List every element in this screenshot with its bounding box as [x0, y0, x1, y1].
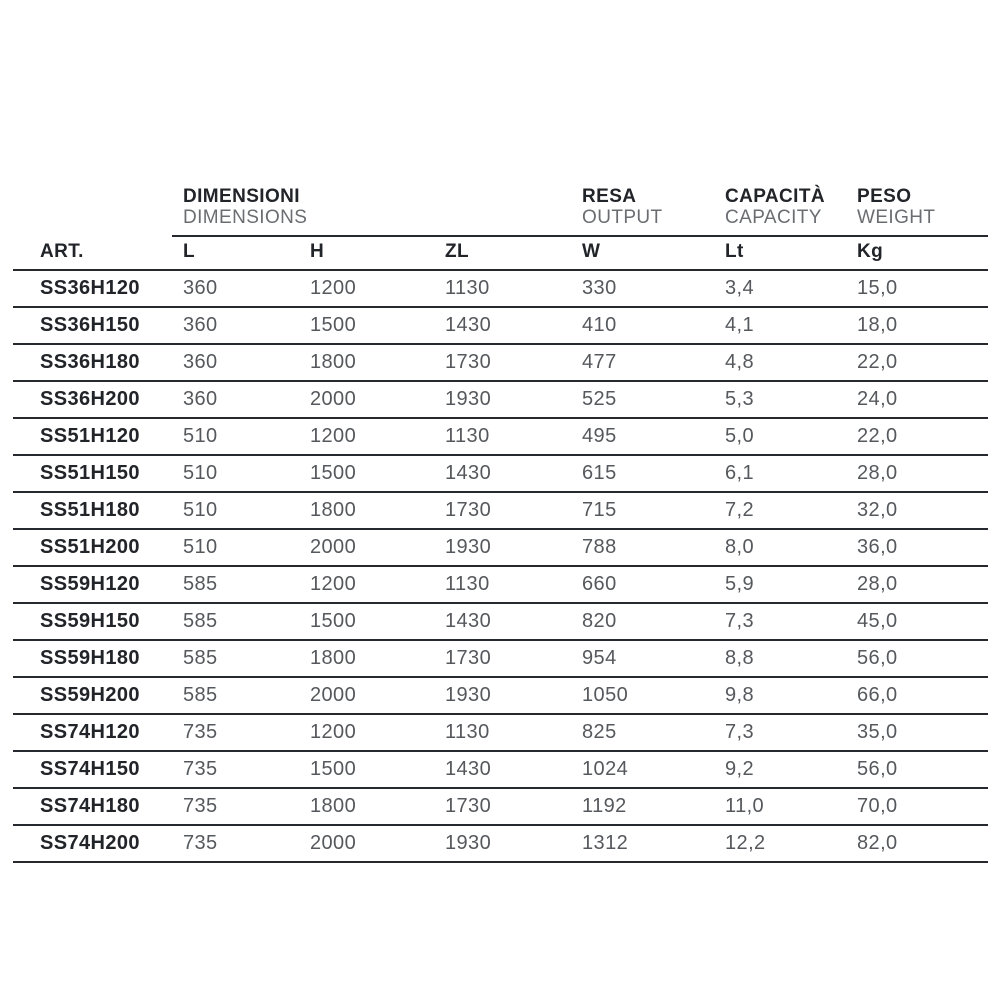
- value-cell: 820: [571, 603, 714, 640]
- art-cell: SS74H180: [13, 788, 172, 825]
- value-cell: 1500: [299, 455, 434, 492]
- table-row: [13, 677, 988, 714]
- table-row: [13, 381, 988, 418]
- value-cell: 735: [172, 751, 299, 788]
- value-cell: 35,0: [846, 714, 988, 751]
- value-cell: 1500: [299, 603, 434, 640]
- value-cell: 22,0: [846, 418, 988, 455]
- table-row: [13, 714, 988, 751]
- group-label-primary: PESO: [857, 186, 912, 207]
- value-cell: 28,0: [846, 566, 988, 603]
- value-cell: 1200: [299, 714, 434, 751]
- value-cell: 360: [172, 270, 299, 307]
- art-cell: SS51H120: [13, 418, 172, 455]
- group-label-primary: CAPACITÀ: [725, 186, 825, 207]
- art-cell: SS51H200: [13, 529, 172, 566]
- value-cell: 510: [172, 529, 299, 566]
- value-cell: 735: [172, 825, 299, 862]
- value-cell: 1430: [434, 455, 571, 492]
- value-cell: 18,0: [846, 307, 988, 344]
- art-cell: SS51H150: [13, 455, 172, 492]
- value-cell: 715: [571, 492, 714, 529]
- value-cell: 510: [172, 492, 299, 529]
- value-cell: 70,0: [846, 788, 988, 825]
- group-label-secondary: WEIGHT: [857, 207, 936, 228]
- value-cell: 1024: [571, 751, 714, 788]
- table-row: [13, 566, 988, 603]
- value-cell: 2000: [299, 381, 434, 418]
- value-cell: 2000: [299, 677, 434, 714]
- value-cell: 1800: [299, 640, 434, 677]
- value-cell: 56,0: [846, 640, 988, 677]
- value-cell: 360: [172, 307, 299, 344]
- column-header-h: H: [299, 236, 434, 270]
- value-cell: 495: [571, 418, 714, 455]
- column-header-kg: Kg: [846, 236, 988, 270]
- value-cell: 1500: [299, 751, 434, 788]
- value-cell: 3,4: [714, 270, 846, 307]
- value-cell: 1200: [299, 418, 434, 455]
- table-body: [13, 270, 988, 862]
- value-cell: 36,0: [846, 529, 988, 566]
- value-cell: 525: [571, 381, 714, 418]
- value-cell: 5,3: [714, 381, 846, 418]
- value-cell: 360: [172, 381, 299, 418]
- table-row: [13, 307, 988, 344]
- table-row: [13, 492, 988, 529]
- value-cell: 1192: [571, 788, 714, 825]
- spec-table: [13, 172, 988, 863]
- value-cell: 1200: [299, 566, 434, 603]
- value-cell: 1930: [434, 825, 571, 862]
- value-cell: 1730: [434, 640, 571, 677]
- column-header-l: L: [172, 236, 299, 270]
- value-cell: 2000: [299, 825, 434, 862]
- group-label-primary: DIMENSIONI: [183, 186, 300, 207]
- group-header-dimensions: [172, 172, 571, 236]
- value-cell: 15,0: [846, 270, 988, 307]
- value-cell: 1050: [571, 677, 714, 714]
- value-cell: 660: [571, 566, 714, 603]
- value-cell: 66,0: [846, 677, 988, 714]
- value-cell: 1130: [434, 714, 571, 751]
- group-label-secondary: DIMENSIONS: [183, 207, 308, 228]
- table-row: [13, 344, 988, 381]
- value-cell: 1930: [434, 529, 571, 566]
- group-label-secondary: OUTPUT: [582, 207, 663, 228]
- table-row: [13, 788, 988, 825]
- table-row: [13, 751, 988, 788]
- value-cell: 6,1: [714, 455, 846, 492]
- value-cell: 585: [172, 640, 299, 677]
- value-cell: 585: [172, 677, 299, 714]
- art-cell: SS59H180: [13, 640, 172, 677]
- value-cell: 1130: [434, 270, 571, 307]
- art-cell: SS36H200: [13, 381, 172, 418]
- value-cell: 1130: [434, 566, 571, 603]
- value-cell: 1930: [434, 677, 571, 714]
- value-cell: 1130: [434, 418, 571, 455]
- group-header-spacer: [13, 172, 172, 236]
- art-cell: SS59H150: [13, 603, 172, 640]
- value-cell: 11,0: [714, 788, 846, 825]
- value-cell: 45,0: [846, 603, 988, 640]
- table-row: [13, 603, 988, 640]
- value-cell: 7,3: [714, 603, 846, 640]
- value-cell: 32,0: [846, 492, 988, 529]
- value-cell: 1930: [434, 381, 571, 418]
- column-header-art: ART.: [13, 236, 172, 270]
- value-cell: 1430: [434, 751, 571, 788]
- art-cell: SS74H200: [13, 825, 172, 862]
- value-cell: 825: [571, 714, 714, 751]
- table-row: [13, 270, 988, 307]
- value-cell: 788: [571, 529, 714, 566]
- column-header-zl: ZL: [434, 236, 571, 270]
- value-cell: 585: [172, 566, 299, 603]
- value-cell: 2000: [299, 529, 434, 566]
- value-cell: 410: [571, 307, 714, 344]
- group-label-primary: RESA: [582, 186, 637, 207]
- value-cell: 477: [571, 344, 714, 381]
- value-cell: 22,0: [846, 344, 988, 381]
- table-row: [13, 825, 988, 862]
- value-cell: 735: [172, 714, 299, 751]
- value-cell: 9,2: [714, 751, 846, 788]
- value-cell: 1730: [434, 788, 571, 825]
- value-cell: 1730: [434, 344, 571, 381]
- art-cell: SS74H120: [13, 714, 172, 751]
- table-row: [13, 529, 988, 566]
- group-header-output: [571, 172, 714, 236]
- value-cell: 330: [571, 270, 714, 307]
- table-header: [13, 172, 988, 270]
- value-cell: 1730: [434, 492, 571, 529]
- group-header-weight: [846, 172, 988, 236]
- value-cell: 8,0: [714, 529, 846, 566]
- group-header-capacity: [714, 172, 846, 236]
- value-cell: 24,0: [846, 381, 988, 418]
- value-cell: 1200: [299, 270, 434, 307]
- value-cell: 5,9: [714, 566, 846, 603]
- art-cell: SS36H150: [13, 307, 172, 344]
- column-header-lt: Lt: [714, 236, 846, 270]
- value-cell: 28,0: [846, 455, 988, 492]
- value-cell: 1430: [434, 307, 571, 344]
- value-cell: 4,1: [714, 307, 846, 344]
- value-cell: 9,8: [714, 677, 846, 714]
- value-cell: 510: [172, 455, 299, 492]
- art-cell: SS74H150: [13, 751, 172, 788]
- value-cell: 1500: [299, 307, 434, 344]
- art-cell: SS59H120: [13, 566, 172, 603]
- value-cell: 585: [172, 603, 299, 640]
- value-cell: 82,0: [846, 825, 988, 862]
- value-cell: 8,8: [714, 640, 846, 677]
- art-cell: SS36H120: [13, 270, 172, 307]
- column-header-w: W: [571, 236, 714, 270]
- value-cell: 56,0: [846, 751, 988, 788]
- group-label-secondary: CAPACITY: [725, 207, 822, 228]
- value-cell: 735: [172, 788, 299, 825]
- table-row: [13, 455, 988, 492]
- value-cell: 1800: [299, 344, 434, 381]
- value-cell: 360: [172, 344, 299, 381]
- table-row: [13, 418, 988, 455]
- art-cell: SS59H200: [13, 677, 172, 714]
- table-row: [13, 640, 988, 677]
- value-cell: 510: [172, 418, 299, 455]
- value-cell: 1430: [434, 603, 571, 640]
- value-cell: 954: [571, 640, 714, 677]
- art-cell: SS51H180: [13, 492, 172, 529]
- value-cell: 1800: [299, 788, 434, 825]
- sub-header-row: [13, 236, 988, 270]
- value-cell: 615: [571, 455, 714, 492]
- value-cell: 5,0: [714, 418, 846, 455]
- value-cell: 7,3: [714, 714, 846, 751]
- value-cell: 1800: [299, 492, 434, 529]
- art-cell: SS36H180: [13, 344, 172, 381]
- value-cell: 12,2: [714, 825, 846, 862]
- value-cell: 4,8: [714, 344, 846, 381]
- group-header-row: [13, 172, 988, 236]
- value-cell: 7,2: [714, 492, 846, 529]
- value-cell: 1312: [571, 825, 714, 862]
